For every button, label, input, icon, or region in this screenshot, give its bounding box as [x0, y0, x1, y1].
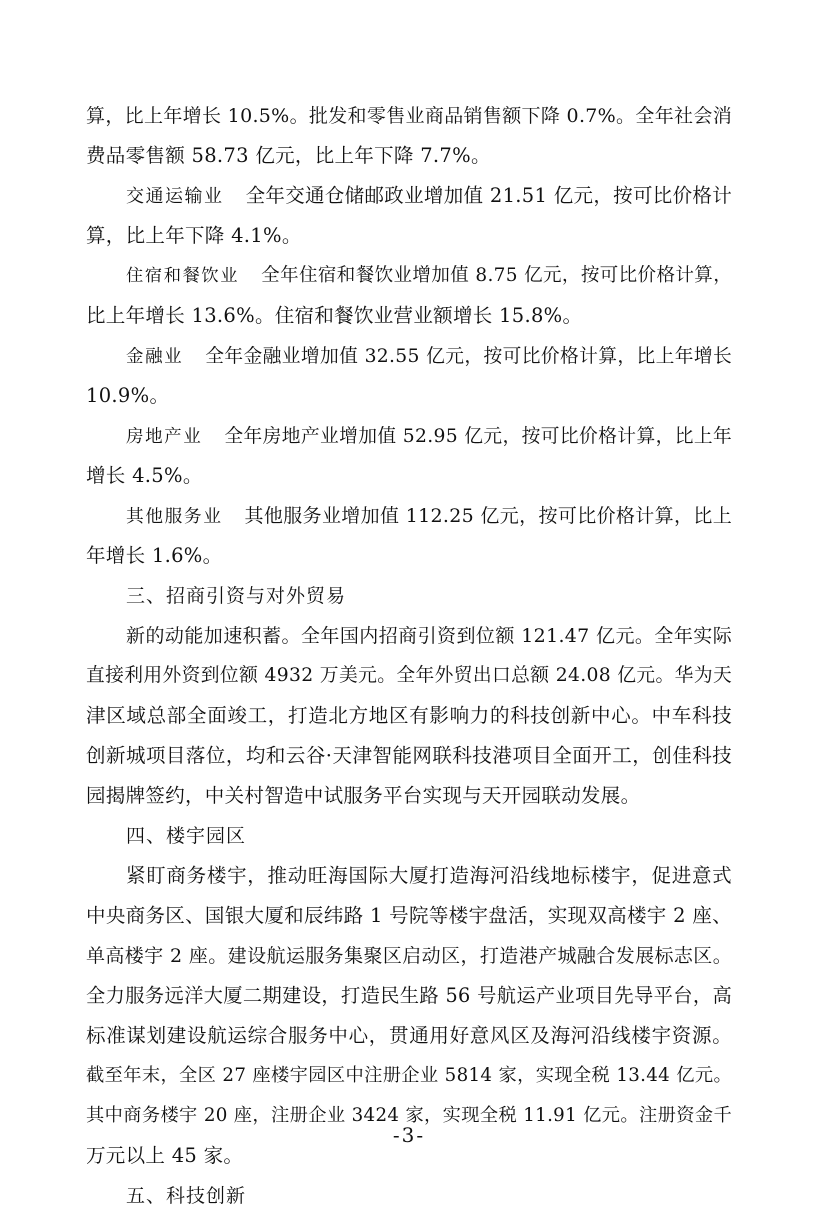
- paragraph-line: 单高楼宇 2 座。建设航运服务集聚区启动区，打造港产城融合发展标志区。: [86, 945, 732, 967]
- paragraph-line: 标准谋划建设航运综合服务中心，贯通用好意风区及海河沿线楼宇资源。: [86, 1024, 732, 1047]
- paragraph-line: 10.9%。: [86, 384, 170, 407]
- paragraph-line: 新的动能加速积蓄。全年国内招商引资到位额 121.47 亿元。全年实际: [126, 625, 732, 647]
- term-other: 其他服务业: [126, 507, 223, 527]
- paragraph-line: 费品零售额 58.73 亿元，比上年下降 7.7%。: [86, 144, 491, 167]
- paragraph-line: 中央商务区、国银大厦和辰纬路 1 号院等楼宇盘活，实现双高楼宇 2 座、: [86, 904, 732, 927]
- paragraph-line: 园揭牌签约，中关村智造中试服务平台实现与天开园联动发展。: [86, 784, 641, 807]
- paragraph-text: 全年住宿和餐饮业增加值 8.75 亿元，按可比价格计算，: [261, 265, 732, 286]
- paragraph-line: 直接利用外资到位额 4932 万美元。全年外贸出口总额 24.08 亿元。华为天: [86, 665, 732, 686]
- paragraph-realestate: [126, 416, 732, 456]
- paragraph-line: 年增长 1.6%。: [86, 544, 223, 567]
- paragraph-text: 其他服务业增加值 112.25 亿元，按可比价格计算，比上: [244, 505, 732, 527]
- page-number: -3-: [392, 1123, 426, 1147]
- paragraph-transport: [126, 176, 732, 216]
- paragraph-line: 增长 4.5%。: [86, 464, 203, 487]
- paragraph-line: 津区域总部全面竣工，打造北方地区有影响力的科技创新中心。中车科技: [86, 704, 732, 727]
- paragraph-line: 其中商务楼宇 20 座，注册企业 3424 家，实现全税 11.91 亿元。注册资金千: [86, 1105, 732, 1126]
- paragraph-text: 全年房地产业增加值 52.95 亿元，按可比价格计算，比上年: [224, 426, 732, 447]
- paragraph-other: [126, 496, 732, 536]
- paragraph-line: 创新城项目落位，均和云谷·天津智能网联科技港项目全面开工，创佳科技: [86, 744, 732, 767]
- paragraph-line: 比上年增长 13.6%。住宿和餐饮业营业额增长 15.8%。: [86, 304, 583, 327]
- paragraph-text: 全年金融业增加值 32.55 亿元，按可比价格计算，比上年增长: [205, 346, 732, 367]
- paragraph-line: 算，比上年下降 4.1%。: [86, 224, 302, 247]
- paragraph-line: 截至年末，全区 27 座楼宇园区中注册企业 5814 家，实现全税 13.44 亿元。: [86, 1065, 732, 1086]
- section-heading-4: 四、楼宇园区: [126, 825, 247, 847]
- term-transport: 交通运输业: [126, 186, 224, 207]
- term-realestate: 房地产业: [126, 427, 203, 447]
- paragraph-line: 算，比上年增长 10.5%。批发和零售业商品销售额下降 0.7%。全年社会消: [86, 105, 732, 127]
- paragraph-line: 全力服务远洋大厦二期建设，打造民生路 56 号航运产业项目先导平台，高: [86, 984, 732, 1007]
- term-finance: 金融业: [126, 347, 184, 367]
- paragraph-line: 万元以上 45 家。: [86, 1144, 244, 1167]
- section-heading-3: 三、招商引资与对外贸易: [126, 585, 347, 607]
- section-heading-5: 五、科技创新: [126, 1185, 247, 1207]
- paragraph-finance: [126, 336, 732, 376]
- paragraph-line: 紧盯商务楼宇，推动旺海国际大厦打造海河沿线地标楼宇，促进意式: [126, 864, 732, 887]
- paragraph-text: 全年交通仓储邮政业增加值 21.51 亿元，按可比价格计: [245, 184, 733, 207]
- term-lodging: 住宿和餐饮业: [126, 266, 240, 286]
- paragraph-lodging: [126, 256, 732, 296]
